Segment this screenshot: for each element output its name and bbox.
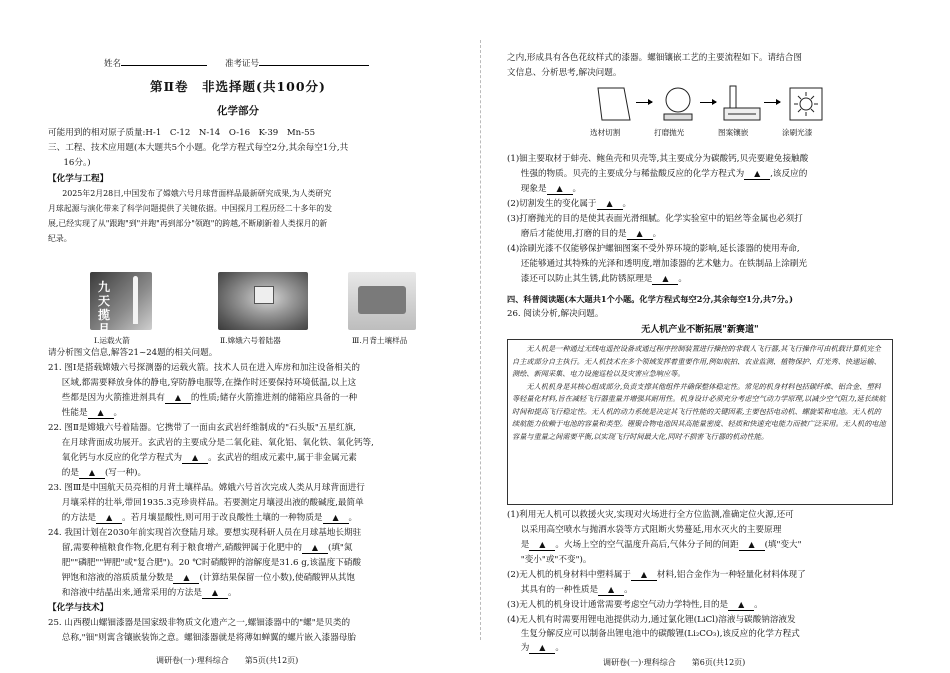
intro-line-4: 纪录。 [48,234,72,243]
topic-engineering-title: 【化学与工程】 [48,174,109,184]
answer-blank[interactable]: ▲ [652,274,678,285]
topic-technology-title: 【化学与技术】 [48,603,109,613]
answer-blank[interactable]: ▲ [529,540,555,551]
q26-line: 26. 阅读分析,解决问题。 [507,309,604,319]
answer-blank[interactable]: ▲ [202,588,228,599]
r4-line-3: 为 ▲ 。 [520,643,564,653]
s4-line-1: (4)涂刷光漆不仅能够保护螺钿图案不受外界环境的影响,延长漆器的使用寿命, [507,244,800,254]
footer-page-5: 调研卷(一)·理科综合 第5页(共12页) [156,656,299,665]
answer-blank[interactable]: ▲ [79,468,105,479]
instruction-line: 请分析图文信息,解答21~24题的相关问题。 [48,348,218,358]
r1-line-4: "变小"或"不变")。 [520,555,592,565]
flow-caption-1: 选材切割 [590,128,621,137]
process-flow [592,84,892,146]
flow-caption-3: 图案镶嵌 [718,128,749,137]
q24-line-3: 肥""磷肥""钾肥"或"复合肥")。20 ℃时硝酸钾的溶解度是31.6 g,该温度下硝酸 [61,558,361,568]
q21-line-2: 区域,都需要释放身体的静电,穿防静电服等,在操作时还要保持环境低温,以上这 [61,378,357,388]
s2-line: (2)切割发生的变化属于 ▲ 。 [507,199,632,209]
rocket-icon [133,276,138,324]
q23-line-2: 月壤采样的壮举,带回1935.3克珍贵样品。若要测定月壤浸出液的酸碱度,最简单 [61,498,364,508]
intro-line-2: 月球起源与演化带来了科学问题提供了关键依据。中国探月工程历经二十多年的发 [48,204,333,213]
q24-line-5: 和溶液中结晶出来,通常采用的方法是 ▲ 。 [61,588,237,598]
reading-paragraph-1: 无人机是一种通过无线电遥控设备或通过程序控制装置进行操控的非载人飞行器,其飞行操作可由机载计算机完全自主或部分自主执行。无人机技术在多个领域发挥着重要作用,例如航拍、农业监测、植物保护、灯光秀、快递运输、测绘、新闻采集、电力设施巡检以及灾害应急响应等。 [512,344,881,378]
flow-arrow [700,102,716,103]
answer-blank[interactable]: ▲ [302,543,328,554]
s1-line-2: 性强的物质。贝壳的主要成分与稀盐酸反应的化学方程式为 ▲ ,该反应的 [520,169,808,179]
r3-line: (3)无人机的机身设计通常需要考虑空气动力学特性,目的是 ▲ 。 [507,600,763,610]
soil-sample-icon [358,286,406,314]
flow-caption-4: 涂刷光漆 [782,128,813,137]
r2-line-2: 其具有的一种性质是 ▲ 。 [520,585,633,595]
s1-line-3: 现象是 ▲ 。 [520,184,582,194]
soil-sample-image [348,272,416,330]
s3-line-2: 磨后才能使用,打磨的目的是 ▲ 。 [520,229,662,239]
q22-line-2: 在月球背面成功展开。玄武岩的主要成分是二氧化硅、氧化铝、氧化铁、氧化钙等, [61,438,374,448]
answer-blank[interactable]: ▲ [323,513,349,524]
q22-line-1: 22. 图Ⅱ是嫦娥六号着陆器。它携带了一面由玄武岩纤维制成的"石头版"五星红旗, [48,423,356,433]
answer-blank[interactable]: ▲ [165,393,191,404]
r4-line-2: 生复分解反应可以制备出锂电池中的碳酸锂(Li₂CO₃),该反应的化学方程式 [520,629,800,639]
caption-lander: Ⅱ.嫦娥六号着陆器 [220,336,281,345]
answer-blank[interactable]: ▲ [597,199,623,210]
answer-blank[interactable]: ▲ [547,184,573,195]
r1-line-2: 以采用高空喷水与抛洒水袋等方式阻断火势蔓延,用水灭火的主要原理 [520,525,782,535]
name-field[interactable] [121,57,207,66]
part3-title-cont: 16分。) [63,158,91,168]
atomic-mass-line: 可能用到的相对原子质量:H-1 C-12 N-14 O-16 K-39 Mn-55 [48,128,316,138]
lacquer-icon [784,84,828,124]
part3-title: 三、工程、技术应用题(本大题共5个小题。化学方程式每空2分,其余每空1分,共 [48,143,349,153]
r1-line-3: 是 ▲ 。火场上空的空气温度升高后,气体分子间的间距 ▲ (填"变大" [520,540,802,550]
r2-line-1: (2)无人机的机身材料中塑料属于 ▲ 材料,铝合金作为一种轻量化材料体现了 [507,570,806,580]
exam-no-field[interactable] [259,57,369,66]
q25-line-2: 总称,"钿"则寓含镶嵌装饰之意。螺钿漆器就是将薄如蝉翼的螺片嵌入漆器母胎 [61,633,356,643]
flow-arrow [636,102,652,103]
q23-line-3: 的方法是 ▲ 。若月壤显酸性,则可用于改良酸性土壤的一种物质是 ▲ 。 [61,513,358,523]
r4-line-1: (4)无人机有时需要用锂电池提供动力,通过氯化锂(LiCl)溶液与碳酸钠溶液发 [507,615,796,625]
s3-line-1: (3)打磨抛光的目的是使其表面光滑细腻。化学实验室中的铝丝等金属也必须打 [507,214,803,224]
answer-blank[interactable]: ▲ [529,643,555,654]
q22-line-4: 的是 ▲ (写一种)。 [61,468,147,478]
flow-arrow [764,102,780,103]
candidate-info-bar [104,57,387,72]
reading-paragraph-2: 无人机机身是其核心组成部分,负责支撑其他组件并确保整体稳定性。常见的机身材料包括碳纤维、铝合金、塑料等轻量化材料,旨在减轻飞行器重量并增强其耐用性。机身设计必须充分考虑空气动力学原理,以减少空气阻力,延长续航时间和提高飞行稳定性。无人机的动力系统是决定其飞行性能的关键因素,主要包括电动机、螺旋桨和电池。无人机的续航能力依赖于电池的容量和类型。锂聚合物电池因其高能量密度、轻质和快速充电能力而被广泛采用。无人机的电池容量与重量之间需要平衡,以实现飞行时间最大化,同时不损害飞行器的机动性能。 [512,381,886,441]
s4-line-3: 漆还可以防止其生锈,此防锈原理是 ▲ 。 [520,274,687,284]
q25-cont-line-1: 之内,形成具有各色花纹样式的漆器。螺钿镶嵌工艺的主要流程如下。请结合图 [507,53,802,63]
q22-line-3: 氧化钙与水反应的化学方程式为 ▲ 。玄武岩的组成元素中,属于非金属元素 [61,453,357,463]
q24-line-4: 钾饱和溶液的溶质质量分数是 ▲ (计算结果保留一位小数),使硝酸钾从其饱 [61,573,356,583]
answer-blank[interactable]: ▲ [88,408,114,419]
intro-line-3: 展,已经实现了从"跟跑"到"并跑"再到部分"领跑"的跨越,不断刷新着人类探月的新 [48,219,328,228]
reading-title: 无人机产业不断拓展"新赛道" [641,325,759,335]
name-label: 姓名 [104,59,122,69]
right-column [507,0,950,673]
q24-line-2: 留,需要种植粮食作物,化肥有利于粮食增产,硝酸钾属于化肥中的 ▲ (填"氮 [61,543,353,553]
section-title: 第Ⅱ卷 非选择题(共100分) [150,79,326,94]
s1-line-1: (1)钿主要取材于蚌壳、鲍鱼壳和贝壳等,其主要成分为碳酸钙,贝壳要避免接触酸 [507,154,809,164]
answer-blank[interactable]: ▲ [627,229,653,240]
polish-icon [656,84,700,124]
answer-blank[interactable]: ▲ [631,570,657,581]
answer-blank[interactable]: ▲ [182,453,208,464]
q24-line-1: 24. 我国计划在2030年前实现首次登陆月球。要想实现科研人员在月球基地长期驻 [48,528,362,538]
rocket-image-calligraphy: 九天揽月 [98,280,111,336]
part4-title: 四、科普阅读题(本大题共1个小题。化学方程式每空2分,其余每空1分,共7分。) [507,294,793,304]
figure-row [68,272,428,344]
q23-line-1: 23. 图Ⅲ是中国航天员亮相的月背土壤样品。嫦娥六号首次完成人类从月球背面进行 [48,483,365,493]
flow-caption-2: 打磨抛光 [654,128,685,137]
subject-title: 化学部分 [217,105,259,117]
r1-line-1: (1)利用无人机可以救援火灾,实现对火场进行全方位监测,准确定位火源,还可 [507,510,794,520]
q25-cont-line-2: 文信息、分析思考,解决问题。 [507,68,622,78]
q21-line-1: 21. 图Ⅰ是搭载嫦娥六号探测器的运载火箭。技术人员在进入库房和加注设备相关的 [48,363,360,373]
q21-line-3: 些都是因为火箭推进剂具有 ▲ 的性质;储存火箭推进剂的储箱应具备的一种 [61,393,358,403]
lander-image [218,272,308,330]
s4-line-2: 还能够通过其特殊的光泽和透明度,增加漆器的艺术魅力。在铁制品上涂刷光 [520,259,808,269]
q21-line-4: 性能是 ▲ 。 [61,408,123,418]
answer-blank[interactable]: ▲ [739,540,765,551]
exam-no-label: 准考证号 [225,59,260,69]
q25-line-1: 25. 山西稷山螺钿漆器是国家级非物质文化遗产之一,螺钿漆器中的"螺"是贝类的 [48,618,351,628]
reading-passage [507,339,893,505]
rocket-image [90,272,152,336]
answer-blank[interactable]: ▲ [173,573,199,584]
intro-line-1: 2025年2月28日,中国发布了嫦娥六号月球背面样品最新研究成果,为人类研究 [62,189,332,198]
footer-page-6: 调研卷(一)·理科综合 第6页(共12页) [603,658,746,667]
lander-icon [254,286,274,304]
answer-blank[interactable]: ▲ [598,585,624,596]
answer-blank[interactable]: ▲ [728,600,754,611]
left-column [48,0,504,673]
caption-rocket: Ⅰ.运载火箭 [94,336,130,345]
answer-blank[interactable]: ▲ [744,169,770,180]
answer-blank[interactable]: ▲ [96,513,122,524]
cut-material-icon [592,84,636,124]
inlay-icon [720,84,764,124]
caption-soil: Ⅲ.月背土壤样品 [352,336,408,345]
